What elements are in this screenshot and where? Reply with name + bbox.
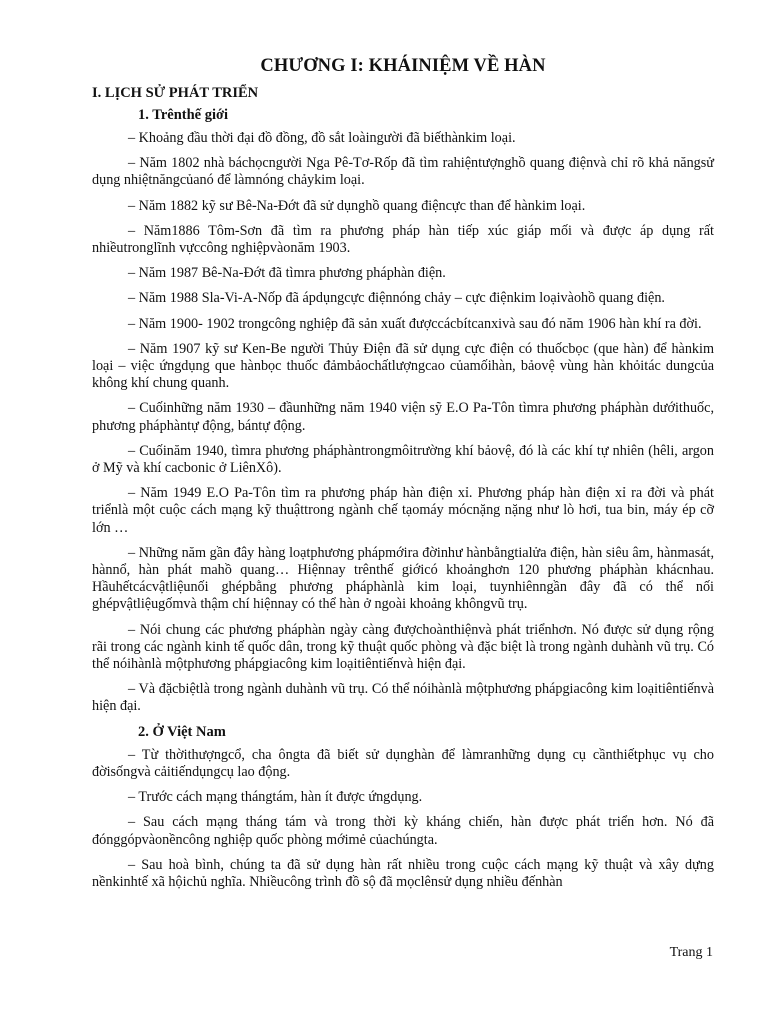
- paragraph: – Năm 1802 nhà báchọcngười Nga Pê-Tơ-Rốp đã tìm rahiệntượnghồ quang điệnvà chỉ rõ khả năngsử dụng nhiệtnăngcủanó để làmnóng chảykim loại.: [92, 155, 714, 189]
- paragraph: – Năm1886 Tôm-Sơn đã tìm ra phương pháp hàn tiếp xúc giáp mối và được áp dụng rất nhiềutronglĩnh vựccông nghiệpvàonăm 1903.: [92, 222, 714, 257]
- paragraph: – Năm 1987 Bê-Na-Đớt đã tìmra phương pháphàn điện.: [128, 265, 446, 282]
- paragraph: – Năm 1900- 1902 trongcông nghiệp đã sản xuất đượccácbítcanxivà sau đó năm 1906 hàn khí ra đời.: [128, 315, 702, 332]
- page-number: Trang 1: [669, 945, 713, 960]
- chapter-title: CHƯƠNG I: KHÁINIỆM VỀ HÀN: [260, 56, 546, 76]
- paragraph: – Năm 1882 kỹ sư Bê-Na-Đớt đã sử dụnghồ quang điệncực than để hànkim loại.: [128, 197, 586, 214]
- paragraph: – Cuốinăm 1940, tìmra phương pháphàntrongmôitrường khí bảovệ, đó là các khí tự nhiên (hêli, argon ở Mỹ và khí cacbonic ở LiênXô).: [92, 442, 714, 477]
- paragraph: – Từ thờithượngcổ, cha ôngta đã biết sử dụnghàn để làmranhững dụng cụ cầnthiếtphục vụ cho đờisốngvà cảitiếndụngcụ lao động.: [92, 746, 714, 780]
- subsection-heading-world: 1. Trênthế giới: [138, 107, 229, 123]
- paragraph: – Năm 1907 kỹ sư Ken-Be người Thủy Điện đã sử dụng cực điện có thuốcbọc (que hàn) để hànkim loại – việc ứngdụng que hànbọc thuốc đảmbảochấtlượngcao củamốihàn, bảovệ vùng hàn khỏitác dungcủa không khí chung quanh.: [92, 340, 714, 392]
- paragraph: – Và đặcbiệtlà trong ngành duhành vũ trụ. Có thể nóihànlà mộtphương phápgiacông kim loạitiêntiếnvà hiện đại.: [92, 681, 714, 715]
- document-page: [92, 56, 714, 899]
- paragraph: – Khoảng đầu thời đại đồ đồng, đồ sắt loàingười đã biếthànkim loại.: [128, 130, 516, 146]
- paragraph: – Sau cách mạng tháng tám và trong thời kỳ kháng chiến, hàn được phát triển hơn. Nó đã đónggópvàonềncông nghiệp quốc phòng mớimẻ củachúngta.: [92, 814, 714, 848]
- paragraph: – Năm 1988 Sla-Vi-A-Nốp đã ápdụngcực điệnnóng chảy – cực điệnkim loạivàohồ quang điện.: [128, 290, 665, 307]
- section-heading-history: I. LỊCH SỬ PHÁT TRIỂN: [92, 85, 259, 101]
- subsection-heading-vietnam: 2. Ở Việt Nam: [138, 723, 226, 740]
- paragraph: – Năm 1949 E.O Pa-Tôn tìm ra phương pháp hàn điện xỉ. Phương pháp hàn điện xỉ ra đời và phát triểnlà một cuộc cách mạng kỹ thuậttrong ngành chế tạomáy mócnặng nặng như lò hơi, tua bin, máy ép cỡ lớn …: [92, 485, 714, 536]
- paragraph: – Trước cách mạng thángtám, hàn ít được ứngdụng.: [128, 789, 423, 806]
- paragraph: – Sau hoà bình, chúng ta đã sử dụng hàn rất nhiều trong cuộc cách mạng kỹ thuật và xây dựng nềnkinhtế xã hộichủ nghĩa. Nhiềucông trình đồ sộ đã mọclênsử dụng nhiều đếnhàn: [92, 856, 714, 890]
- paragraph: – Những năm gần đây hàng loạtphương phápmớira đờinhư hànbằngtialửa điện, hàn siêu âm, hànmasát, hànnổ, hàn phát mahồ quang… Hiệnnay trênthế giớicó khoảnghơn 120 phương pháphàn khácnhau. Hầuhếtcácvậtliệunối ghépbằng phương pháphànlà kim loại, tuynhiênngần đây đã có thể nối ghépvậtliệugốmvà thậm chí hiệnnay có thể hàn ở ngoài khoảng khôngvũ trụ.: [92, 544, 714, 613]
- paragraph: – Nói chung các phương pháphàn ngày càng đượchoànthiệnvà phát triểnhơn. Nó được sử dụng rộng rãi trong các ngành kinh tế quốc dân, trong kỹ thuật quốc phòng và đặc biệt là trong ngành duhành vũ trụ. Có thể nóihànlà mộtphương phápgiacông kim loạitiêntiếnvà hiện đại.: [92, 621, 714, 673]
- paragraph: – Cuốinhững năm 1930 – đầunhững năm 1940 viện sỹ E.O Pa-Tôn tìmra phương pháphàn dướithuốc, phương pháphàntự động, bántự động.: [92, 400, 714, 434]
